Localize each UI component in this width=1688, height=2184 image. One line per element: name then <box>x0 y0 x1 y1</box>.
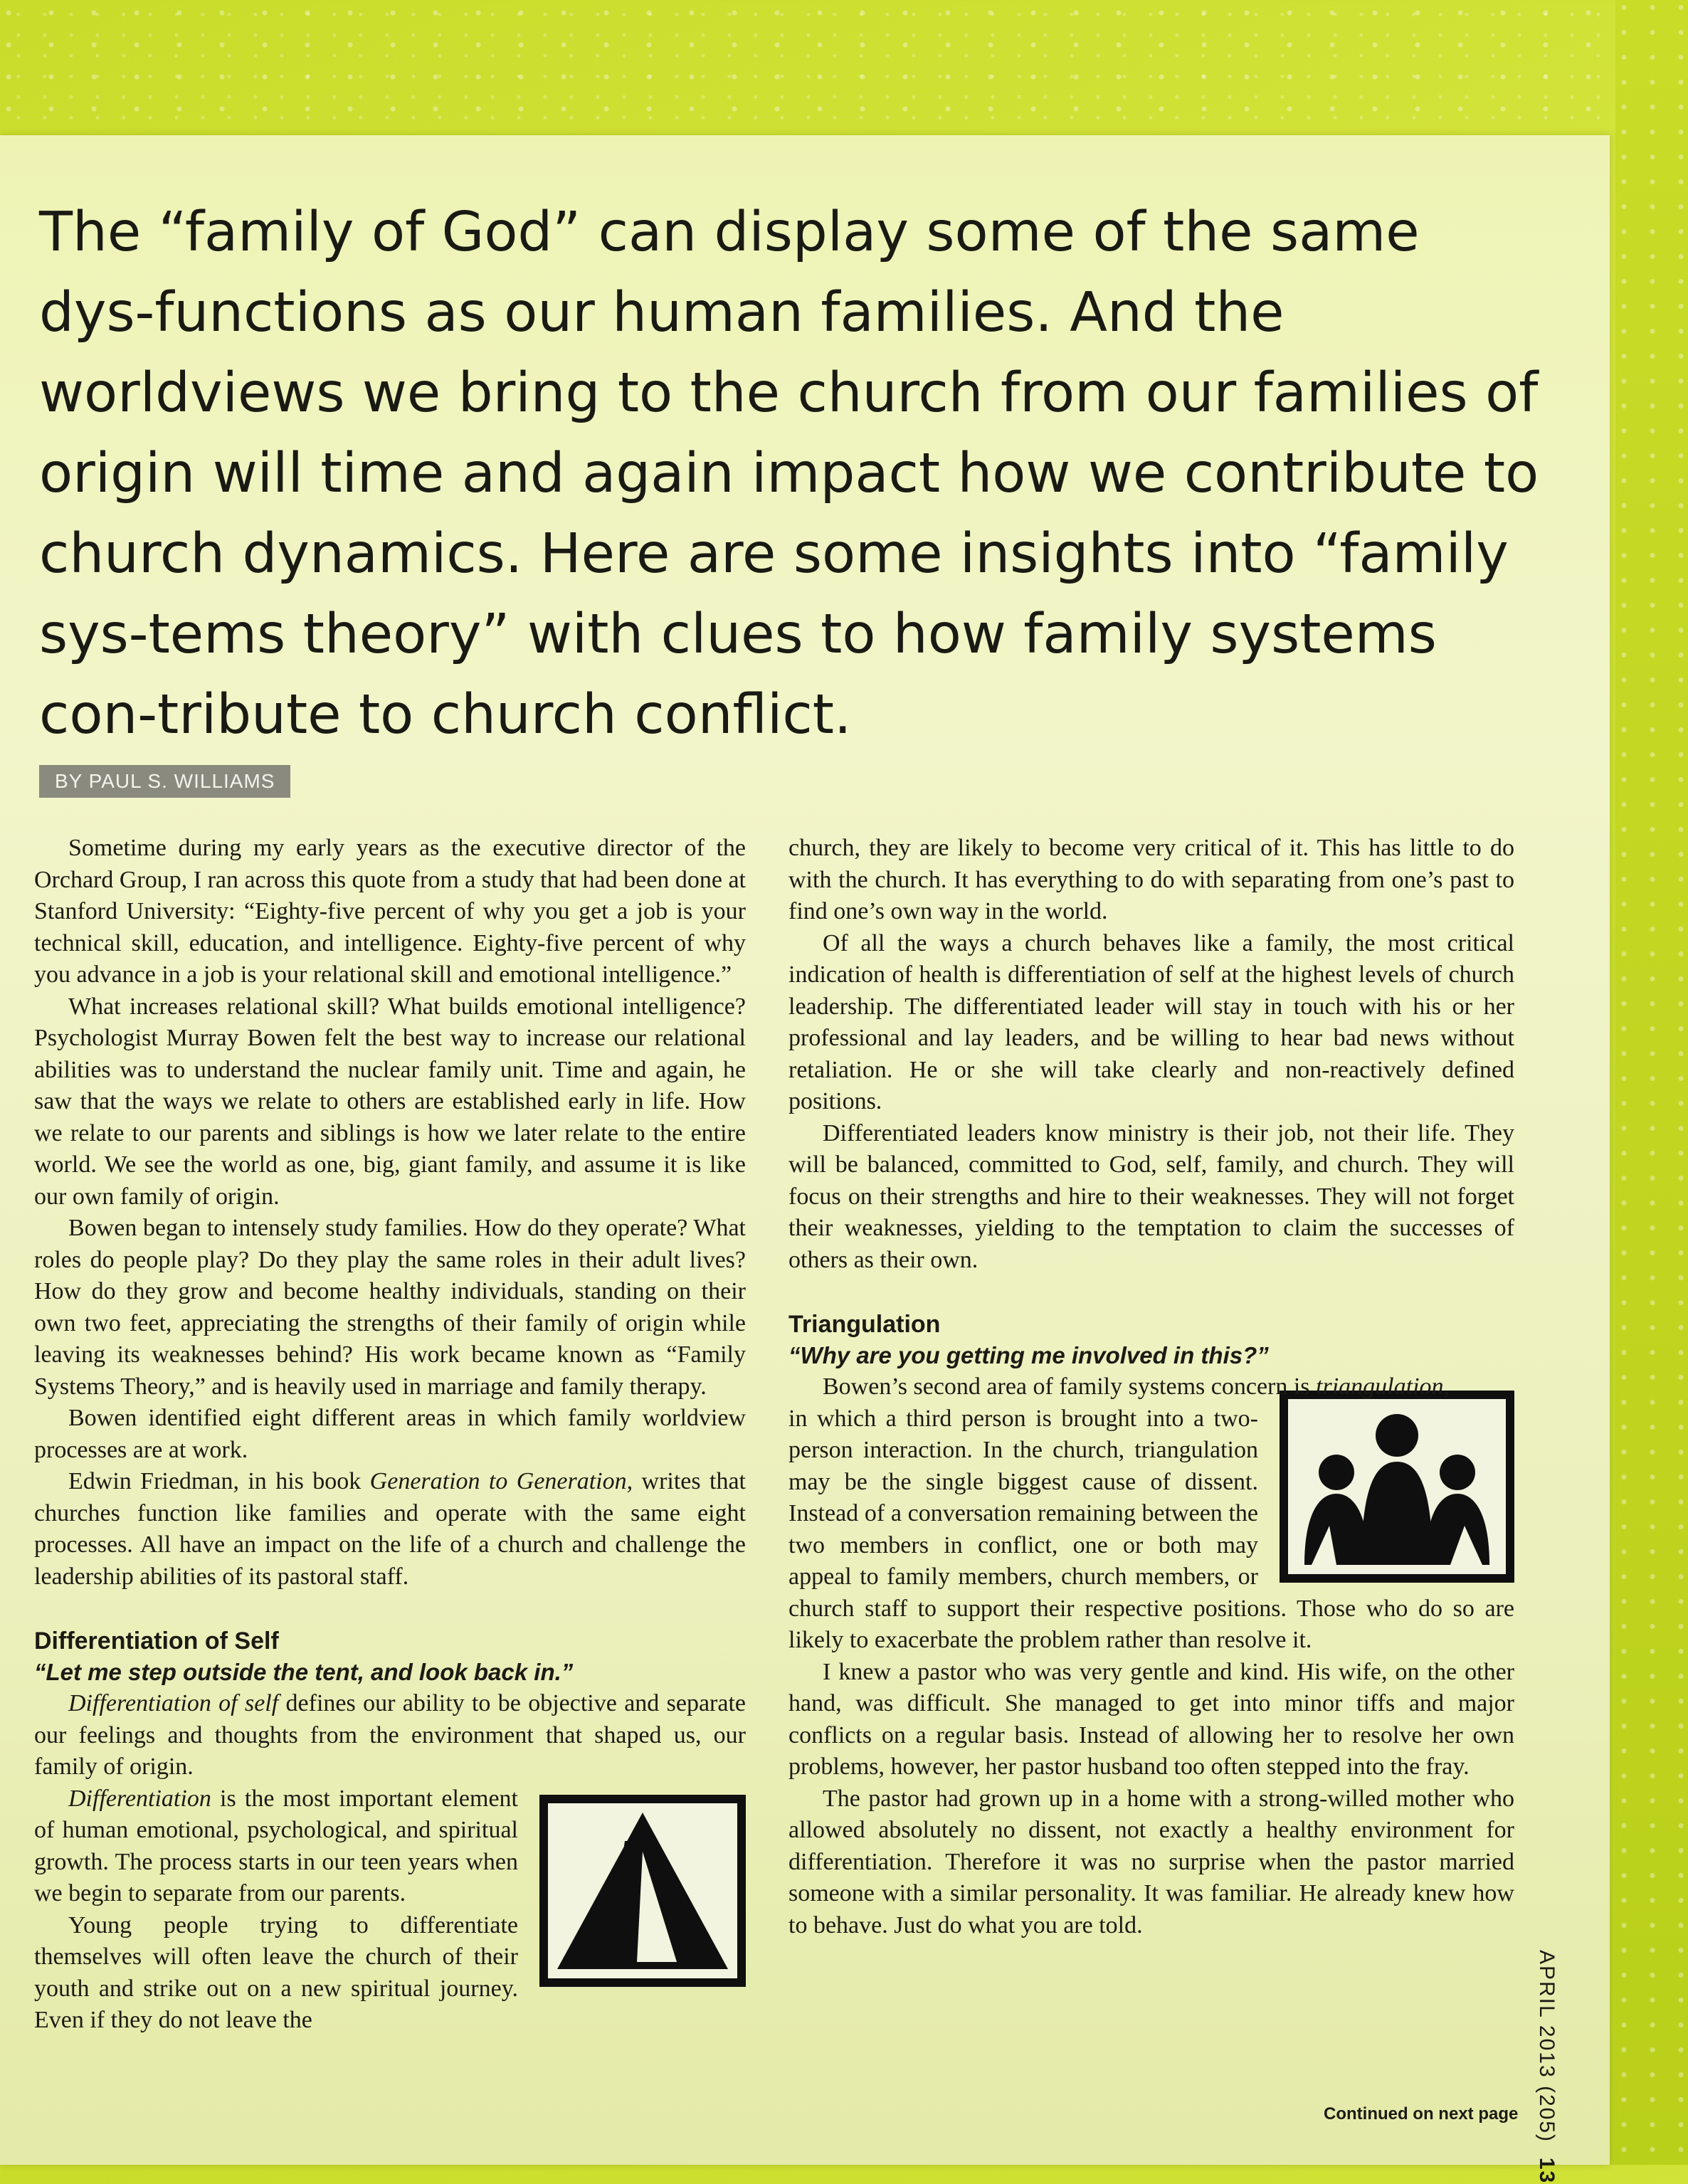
section-title: Differentiation of Self <box>34 1628 279 1655</box>
left-column <box>34 833 746 2037</box>
family-icon <box>1280 1391 1514 1583</box>
paragraph: Of all the ways a church behaves like a family, the most critical indication of health is differentiation of self at the highest levels of church leadership. The differentiated leader will stay in touch with his or her professional and lay leaders, and be willing to hear bad news without retaliation. He or she will take clearly and non-reactively defined positions. <box>788 929 1514 1114</box>
folio <box>1534 1950 1558 2184</box>
paragraph: Differentiated leaders know ministry is their job, not their life. They will be balanced, committed to God, self, family, and church. They will focus on their strengths and hire to their weaknesses. They will not forget their weaknesses, yielding to the temptation to claim the successes of others as their own. <box>788 1119 1514 1273</box>
paragraph <box>788 1371 1514 1403</box>
section-title: Triangulation <box>788 1311 941 1338</box>
right-column <box>788 833 1514 1941</box>
paragraph: Sometime during my early years as the executive director of the Orchard Group, I ran across this quote from a study that had been done at Stanford University: “Eighty-five percent of why you get a job is your technical skill, education, and intelligence. Eighty-five percent of why you advance in a job is your relational skill and emotional intelligence.” <box>34 835 746 988</box>
paragraph: The pastor had grown up in a home with a strong-willed mother who allowed absolutely no dissent, not exactly a healthy environment for differentiation. Therefore it was no surprise when the pastor married someone with a similar personality. It was familiar. He already knew how to behave. Just do what you are told. <box>788 1785 1514 1938</box>
paragraph: Bowen began to intensely study families. How do they operate? What roles do people play? Do they play the same roles in their adult lives? How do they grow and become healthy individuals, standing on their own two feet, appreciating the strengths of their family of origin while leaving its weaknesses behind? His work became known as “Family Systems Theory,” and is heavily used in marriage and family therapy. <box>34 1215 746 1400</box>
paragraph: What increases relational skill? What builds emotional intelligence? Psychologist Murray Bowen felt the best way to increase our relational abilities was to understand the nuclear family unit. Time and again, he saw that the ways we relate to others are established early in life. How we relate to our parents and siblings is how we later relate to the entire world. We see the world as one, big, giant family, and assume it is like our own family of origin. <box>34 993 746 1210</box>
byline: BY PAUL S. WILLIAMS <box>39 765 290 798</box>
text-run: defines our ability to be objective and separate our feelings and thoughts from the environment that shaped us, our family of origin. <box>34 1690 746 1780</box>
paragraph <box>34 1466 746 1593</box>
paragraph <box>34 1688 746 1783</box>
term: Differentiation of self <box>68 1690 279 1716</box>
page-number: 13 <box>1535 2157 1558 2184</box>
background-pattern <box>0 0 1688 142</box>
paragraph: church, they are likely to become very critical of it. This has little to do with the church. It has everything to do with separating from one’s past to find one’s own way in the world. <box>788 835 1514 924</box>
section-subtitle: “Let me step outside the tent, and look back in.” <box>34 1659 574 1685</box>
paragraph: in which a third person is brought into a two-person interaction. In the church, triangulation may be the single biggest cause of dissent. Instead of a conversation remaining between the two members in conflict, one or both may appeal to family members, church members, or church staff to support their respective positions. Those who do so are likely to exacerbate the problem rather than resolve it. <box>788 1405 1514 1653</box>
tent-icon <box>539 1795 746 1987</box>
paragraph: Bowen identified eight different areas in which family worldview processes are at work. <box>34 1405 746 1463</box>
text-run: Bowen’s second area of family systems concern is <box>823 1373 1317 1400</box>
headline: The “family of God” can display some of the same dys-functions as our human families. And the worldviews we bring to the church from our families of origin will time and again impact how we contribute to church dynamics. Here are some insights into “family sys-tems theory” with clues to how family systems con-tribute to church conflict. <box>39 201 1539 747</box>
text-run: writes that churches function like families and operate with the same eight processes. All have an impact on the life of a church and challenge the leadership abilities of its pastoral staff. <box>34 1468 747 1590</box>
paragraph: Young people trying to differentiate themselves will often leave the church of their youth and strike out on a new spiritual journey. Even if they do not leave the <box>34 1911 518 2033</box>
text-run: is the most important element of human emotional, psychological, and spiritual growth. The process starts in our teen years when we begin to separate from our parents. <box>34 1785 518 1906</box>
term: Differentiation <box>68 1785 211 1812</box>
page-edge-decoration <box>1615 0 1688 2165</box>
paragraph: I knew a pastor who was very gentle and kind. His wife, on the other hand, was difficult. She managed to get into minor tiffs and major conflicts on a regular basis. Instead of allowing her to resolve her own problems, however, her pastor husband too often stepped into the fray. <box>788 1658 1514 1780</box>
continued-note: Continued on next page <box>1324 2104 1519 2124</box>
term: triangulation, <box>1316 1373 1450 1400</box>
issue-date: APRIL 2013 (205) <box>1535 1950 1558 2143</box>
book-title: Generation to Generation, <box>369 1468 633 1494</box>
text-run: Edwin Friedman, in his book <box>68 1468 370 1494</box>
section-subtitle: “Why are you getting me involved in this?” <box>788 1342 1269 1368</box>
